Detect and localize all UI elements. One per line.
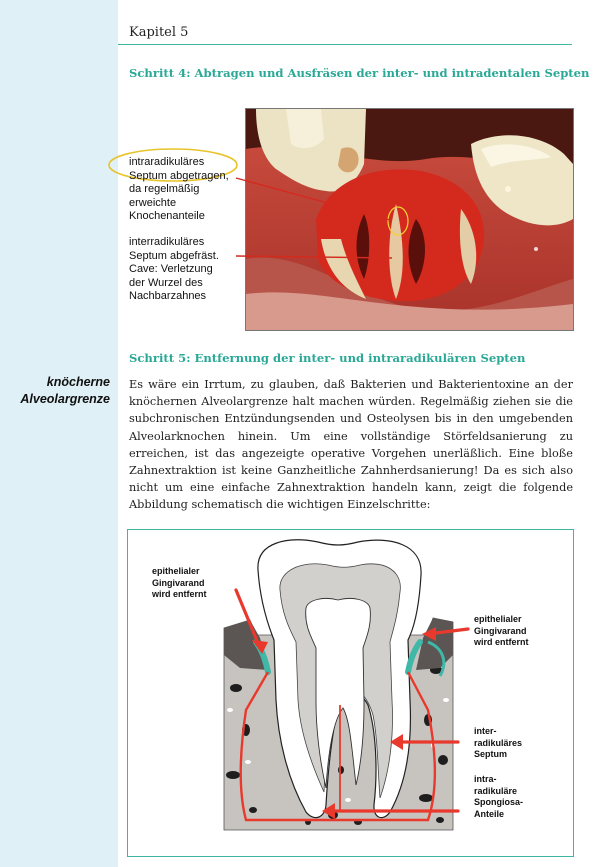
annot-line: Cave: Verletzung	[129, 263, 213, 275]
annot-line: erweichte	[129, 196, 177, 209]
lower-connector-line	[236, 256, 392, 258]
label-line: inter-	[474, 726, 497, 736]
annot-line: da regelmäßig	[129, 183, 200, 195]
label-line: intra-	[474, 774, 497, 784]
upper-connector-line	[236, 178, 390, 220]
annot-line: Septum abgetragen,	[129, 169, 229, 182]
annot-line: interradikuläres	[129, 236, 205, 248]
label-line: epithelialer	[474, 614, 522, 624]
annotation-interradicular	[129, 236, 219, 304]
side-heading-line: Alveolargrenze	[20, 392, 110, 406]
label-line: radikuläre	[474, 785, 518, 796]
label-line: Spongiosa-	[474, 797, 523, 807]
step4-heading: Schritt 4: Abtragen und Ausfräsen der inter- und intradentalen Septen	[129, 66, 590, 80]
step5-heading: Schritt 5: Entfernung der inter- und intraradikulären Septen	[129, 351, 526, 365]
label-line: Septum	[474, 749, 508, 759]
annot-line: Septum abgefräst.	[129, 249, 219, 262]
side-heading-line: knöcherne	[46, 375, 110, 389]
label-spongiosa	[474, 774, 523, 820]
label-septum	[474, 726, 522, 761]
label-line: Gingivarand	[474, 625, 527, 636]
label-line: wird entfernt	[152, 589, 207, 599]
tooth-diagram	[127, 529, 574, 857]
label-line: epithelialer	[152, 566, 200, 576]
annot-line: Knochenanteile	[129, 210, 205, 222]
label-line: wird entfernt	[474, 637, 529, 647]
annot-line: Nachbarzahnes	[129, 290, 207, 302]
chapter-header: Kapitel 5	[129, 25, 189, 40]
annotation-intraradicular	[129, 156, 229, 224]
annot-line: intraradikuläres	[129, 156, 205, 168]
label-gingiva-right	[474, 614, 529, 649]
label-line: Anteile	[474, 808, 505, 819]
label-line: radikuläres	[474, 737, 523, 748]
label-line: Gingivarand	[152, 577, 205, 588]
side-heading	[20, 374, 110, 408]
body-paragraph: Es wäre ein Irrtum, zu glauben, daß Bakterien und Bakterientoxine an der knöchernen Alveolargrenze halt machen würden. Regelmäßig ziehen sie die subchronischen Entzündungsenden und Osteolysen bis in den umgebenden Alveolarknochen hinein. Um eine vollständige Störfeldsanierung zu erreichen, ist das angezeigte operative Vorgehen unerläßlich. Eine bloße Zahnextraktion ist keine Ganzheitliche Zahnherdsanierung! Da es sich also nicht um eine einfache Zahnextraktion handeln kann, zeigt die folgende Abbildung schematisch die wichtigen Einzelschritte:	[129, 378, 573, 512]
annot-line: der Wurzel des	[129, 276, 203, 289]
label-gingiva-left	[152, 566, 207, 601]
